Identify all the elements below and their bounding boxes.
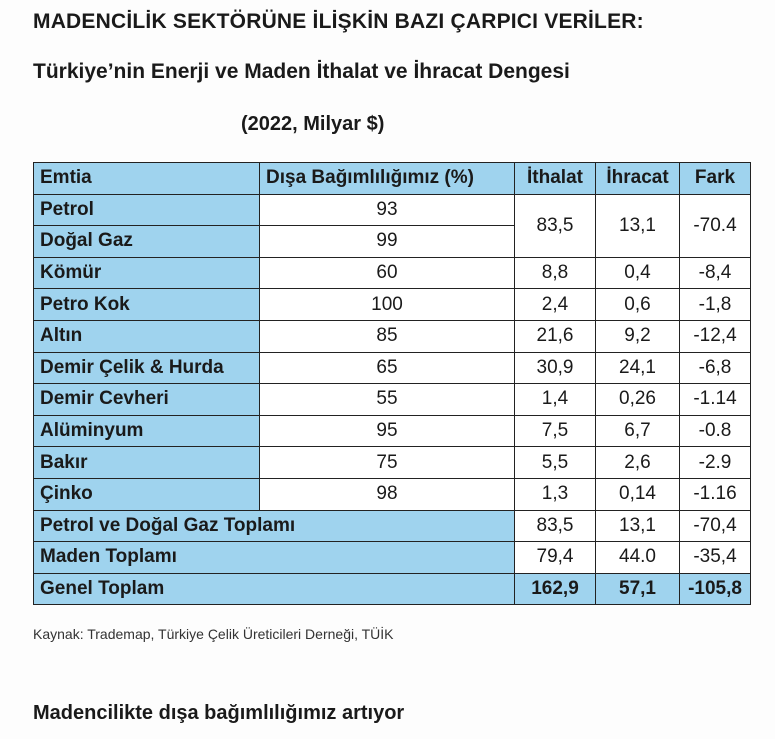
table-row bbox=[34, 447, 751, 479]
total-row bbox=[34, 542, 751, 574]
article-subheading: Madencilikte dışa bağımlılığımız artıyor bbox=[33, 702, 405, 724]
row-difference: -12,4 bbox=[680, 320, 751, 352]
row-name: Bakır bbox=[34, 447, 260, 479]
unit-label: (2022, Milyar $) bbox=[241, 113, 385, 135]
total-name: Petrol ve Doğal Gaz Toplamı bbox=[34, 510, 515, 542]
header-imports: İthalat bbox=[515, 163, 596, 195]
row-dependency: 98 bbox=[260, 478, 515, 510]
row-dependency: 65 bbox=[260, 352, 515, 384]
row-name: Petrol bbox=[34, 194, 260, 226]
row-difference: -1,8 bbox=[680, 289, 751, 321]
row-dependency: 85 bbox=[260, 320, 515, 352]
grand-total-row bbox=[34, 573, 751, 605]
table-row bbox=[34, 320, 751, 352]
row-dependency: 75 bbox=[260, 447, 515, 479]
row-dependency: 99 bbox=[260, 226, 515, 258]
row-imports: 1,4 bbox=[515, 384, 596, 416]
table-row bbox=[34, 289, 751, 321]
row-exports: 2,6 bbox=[596, 447, 680, 479]
row-difference: -1.14 bbox=[680, 384, 751, 416]
row-dependency: 60 bbox=[260, 257, 515, 289]
row-name: Doğal Gaz bbox=[34, 226, 260, 258]
row-imports: 5,5 bbox=[515, 447, 596, 479]
table-row bbox=[34, 415, 751, 447]
row-difference: -0.8 bbox=[680, 415, 751, 447]
row-exports: 0,4 bbox=[596, 257, 680, 289]
table-row bbox=[34, 257, 751, 289]
row-dependency: 93 bbox=[260, 194, 515, 226]
page-title: MADENCİLİK SEKTÖRÜNE İLİŞKİN BAZI ÇARPICI VERİLER: bbox=[33, 10, 644, 33]
row-exports: 9,2 bbox=[596, 320, 680, 352]
row-name: Alüminyum bbox=[34, 415, 260, 447]
petrol-gas-difference: -70.4 bbox=[680, 194, 751, 257]
table-row bbox=[34, 194, 751, 226]
row-dependency: 95 bbox=[260, 415, 515, 447]
row-dependency: 100 bbox=[260, 289, 515, 321]
grand-total-imports: 162,9 bbox=[515, 573, 596, 605]
header-dependency: Dışa Bağımlılığımız (%) bbox=[260, 163, 515, 195]
header-emtia: Emtia bbox=[34, 163, 260, 195]
row-exports: 0,14 bbox=[596, 478, 680, 510]
table-row bbox=[34, 352, 751, 384]
table-row bbox=[34, 384, 751, 416]
row-difference: -8,4 bbox=[680, 257, 751, 289]
petrol-gas-exports: 13,1 bbox=[596, 194, 680, 257]
total-name: Maden Toplamı bbox=[34, 542, 515, 574]
row-difference: -6,8 bbox=[680, 352, 751, 384]
table-header-row bbox=[34, 163, 751, 195]
total-row bbox=[34, 510, 751, 542]
row-imports: 21,6 bbox=[515, 320, 596, 352]
source-note: Kaynak: Trademap, Türkiye Çelik Üreticileri Derneği, TÜİK bbox=[33, 626, 394, 642]
row-exports: 0,6 bbox=[596, 289, 680, 321]
row-name: Çinko bbox=[34, 478, 260, 510]
total-imports: 83,5 bbox=[515, 510, 596, 542]
total-exports: 13,1 bbox=[596, 510, 680, 542]
row-name: Petro Kok bbox=[34, 289, 260, 321]
header-exports: İhracat bbox=[596, 163, 680, 195]
grand-total-exports: 57,1 bbox=[596, 573, 680, 605]
row-imports: 2,4 bbox=[515, 289, 596, 321]
row-name: Demir Cevheri bbox=[34, 384, 260, 416]
row-name: Demir Çelik & Hurda bbox=[34, 352, 260, 384]
row-imports: 1,3 bbox=[515, 478, 596, 510]
row-exports: 0,26 bbox=[596, 384, 680, 416]
row-exports: 24,1 bbox=[596, 352, 680, 384]
row-name: Kömür bbox=[34, 257, 260, 289]
grand-total-name: Genel Toplam bbox=[34, 573, 515, 605]
table-row bbox=[34, 478, 751, 510]
total-imports: 79,4 bbox=[515, 542, 596, 574]
grand-total-difference: -105,8 bbox=[680, 573, 751, 605]
total-exports: 44.0 bbox=[596, 542, 680, 574]
total-difference: -35,4 bbox=[680, 542, 751, 574]
header-difference: Fark bbox=[680, 163, 751, 195]
table-title: Türkiye’nin Enerji ve Maden İthalat ve İhracat Dengesi bbox=[33, 60, 570, 83]
row-name: Altın bbox=[34, 320, 260, 352]
row-exports: 6,7 bbox=[596, 415, 680, 447]
row-dependency: 55 bbox=[260, 384, 515, 416]
row-imports: 8,8 bbox=[515, 257, 596, 289]
row-imports: 7,5 bbox=[515, 415, 596, 447]
trade-balance-table bbox=[33, 162, 751, 605]
row-difference: -1.16 bbox=[680, 478, 751, 510]
row-difference: -2.9 bbox=[680, 447, 751, 479]
petrol-gas-imports: 83,5 bbox=[515, 194, 596, 257]
row-imports: 30,9 bbox=[515, 352, 596, 384]
total-difference: -70,4 bbox=[680, 510, 751, 542]
